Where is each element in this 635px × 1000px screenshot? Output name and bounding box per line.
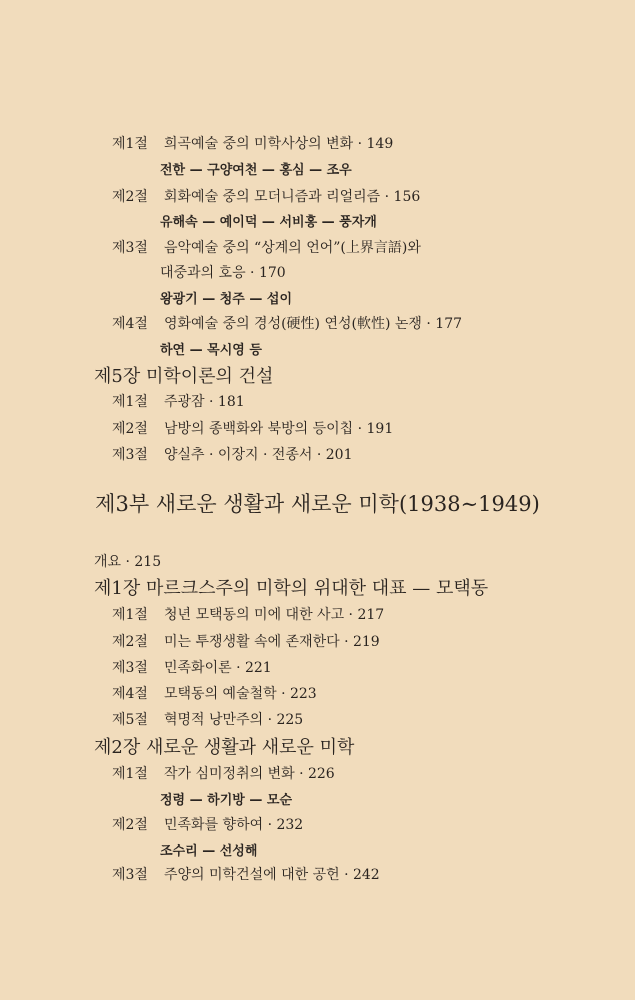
section-title: 음악예술 중의 “상계의 언어”(上界言語)와 [164, 240, 421, 256]
section-entry [112, 709, 303, 729]
subtopic-names: 전한 — 구양여천 — 홍심 — 조우 [160, 163, 352, 178]
section-title: 영화예술 중의 경성(硬性) 연성(軟性) 논쟁 · 177 [164, 316, 463, 332]
subtopic-names: 유해속 — 예이덕 — 서비홍 — 풍자개 [160, 215, 377, 230]
section-number: 제1절 [112, 766, 148, 782]
section-entry [112, 444, 353, 464]
overview-entry: 개요 · 215 [94, 554, 162, 570]
section-title: 혁명적 낭만주의 · 225 [164, 712, 304, 728]
section-number: 제3절 [112, 240, 148, 256]
section-number: 제1절 [112, 607, 148, 623]
section-number: 제5절 [112, 712, 148, 728]
section-number: 제4절 [112, 316, 148, 332]
section-number: 제4절 [112, 686, 148, 702]
chapter-heading: 제2장 새로운 생활과 새로운 미학 [94, 737, 355, 758]
section-title: 미는 투쟁생활 속에 존재한다 · 219 [164, 634, 380, 650]
section-title: 양실추 · 이장지 · 전종서 · 201 [164, 447, 353, 463]
subtopic-names: 왕광기 — 청주 — 섭이 [160, 292, 293, 307]
chapter-heading: 제1장 마르크스주의 미학의 위대한 대표 — 모택동 [94, 578, 489, 599]
section-number: 제2절 [112, 189, 148, 205]
section-entry [112, 631, 380, 651]
section-title: 청년 모택동의 미에 대한 사고 · 217 [164, 607, 385, 623]
section-entry [112, 604, 384, 624]
section-title: 작가 심미정취의 변화 · 226 [164, 766, 335, 782]
section-number: 제1절 [112, 394, 148, 410]
section-number: 제1절 [112, 136, 148, 152]
section-title: 남방의 종백화와 북방의 등이칩 · 191 [164, 421, 394, 437]
section-title: 희곡예술 중의 미학사상의 변화 · 149 [164, 136, 394, 152]
section-entry [112, 418, 393, 438]
subtopic-names: 정령 — 하기방 — 모순 [160, 793, 293, 808]
section-entry [112, 683, 317, 703]
section-entry [112, 391, 245, 411]
section-title-continuation: 대중과의 호응 · 170 [160, 265, 286, 281]
section-number: 제3절 [112, 660, 148, 676]
section-number: 제2절 [112, 817, 148, 833]
subtopic-names: 조수리 — 선성해 [160, 844, 258, 859]
chapter-heading: 제5장 미학이론의 건설 [94, 366, 274, 387]
section-entry [112, 814, 303, 834]
section-number: 제2절 [112, 421, 148, 437]
section-title: 민족화이론 · 221 [164, 660, 272, 676]
section-number: 제2절 [112, 634, 148, 650]
section-entry [112, 657, 272, 677]
section-title: 모택동의 예술철학 · 223 [164, 686, 317, 702]
section-number: 제3절 [112, 447, 148, 463]
section-entry [112, 864, 380, 884]
section-entry [112, 313, 462, 333]
section-entry [112, 237, 421, 257]
part-heading: 제3부 새로운 생활과 새로운 미학(1938∼1949) [95, 492, 540, 516]
section-title: 주양의 미학건설에 대한 공헌 · 242 [164, 867, 380, 883]
section-title: 주광잠 · 181 [164, 394, 245, 410]
section-title: 민족화를 향하여 · 232 [164, 817, 304, 833]
section-entry [112, 186, 420, 206]
section-entry [112, 763, 335, 783]
subtopic-names: 하연 — 목시영 등 [160, 343, 262, 358]
section-title: 회화예술 중의 모더니즘과 리얼리즘 · 156 [164, 189, 421, 205]
section-number: 제3절 [112, 867, 148, 883]
section-entry [112, 133, 393, 153]
